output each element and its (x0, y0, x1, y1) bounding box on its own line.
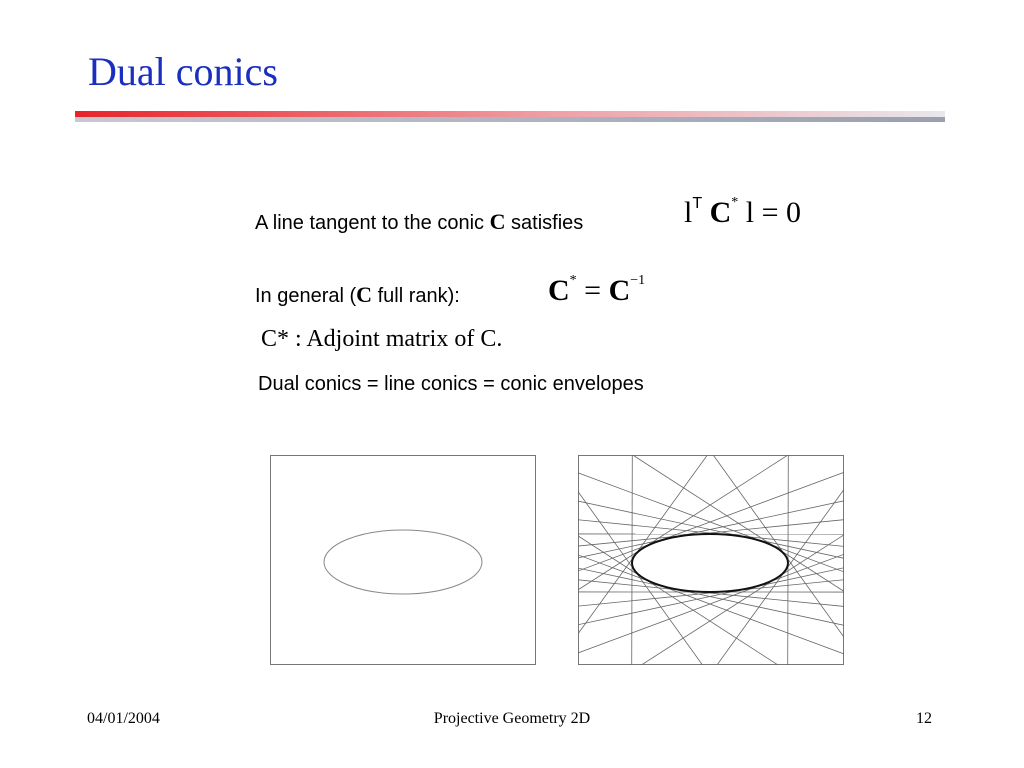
eq1-transpose: T (692, 195, 703, 212)
eq1-l: l (684, 196, 693, 229)
slide-number: 12 (916, 710, 932, 727)
tangent-equation (684, 195, 802, 229)
dual-conics-definition: Dual conics = line conics = conic envelopes (258, 373, 644, 395)
line2-suffix: full rank): (372, 285, 460, 307)
slide-title: Dual conics (88, 49, 278, 94)
general-case-statement (255, 284, 460, 306)
line1-suffix: satisfies (505, 212, 584, 234)
eq1-rest: l = 0 (745, 196, 802, 229)
eq2-inverse: −1 (630, 273, 646, 288)
title-rule (75, 111, 945, 122)
tangent-line-statement (255, 211, 583, 233)
eq1-star: * (731, 195, 739, 210)
ellipse-figure (270, 455, 536, 665)
eq2-equals: = (576, 274, 609, 307)
eq2-C2: C (608, 274, 631, 307)
line2-conic-symbol: C (356, 282, 373, 307)
eq2-C: C (548, 274, 570, 307)
adjoint-note: C* : Adjoint matrix of C. (261, 326, 503, 352)
footer-title: Projective Geometry 2D (433, 710, 591, 727)
line2-prefix: In general ( (255, 285, 357, 307)
line1-prefix: A line tangent to the conic (255, 212, 490, 234)
line1-conic-symbol: C (489, 209, 506, 234)
adjoint-equation (548, 273, 646, 307)
ellipse-envelope-figure (578, 455, 844, 665)
eq2-star: * (569, 273, 577, 288)
eq1-C: C (709, 196, 732, 229)
footer-date: 04/01/2004 (87, 710, 160, 727)
